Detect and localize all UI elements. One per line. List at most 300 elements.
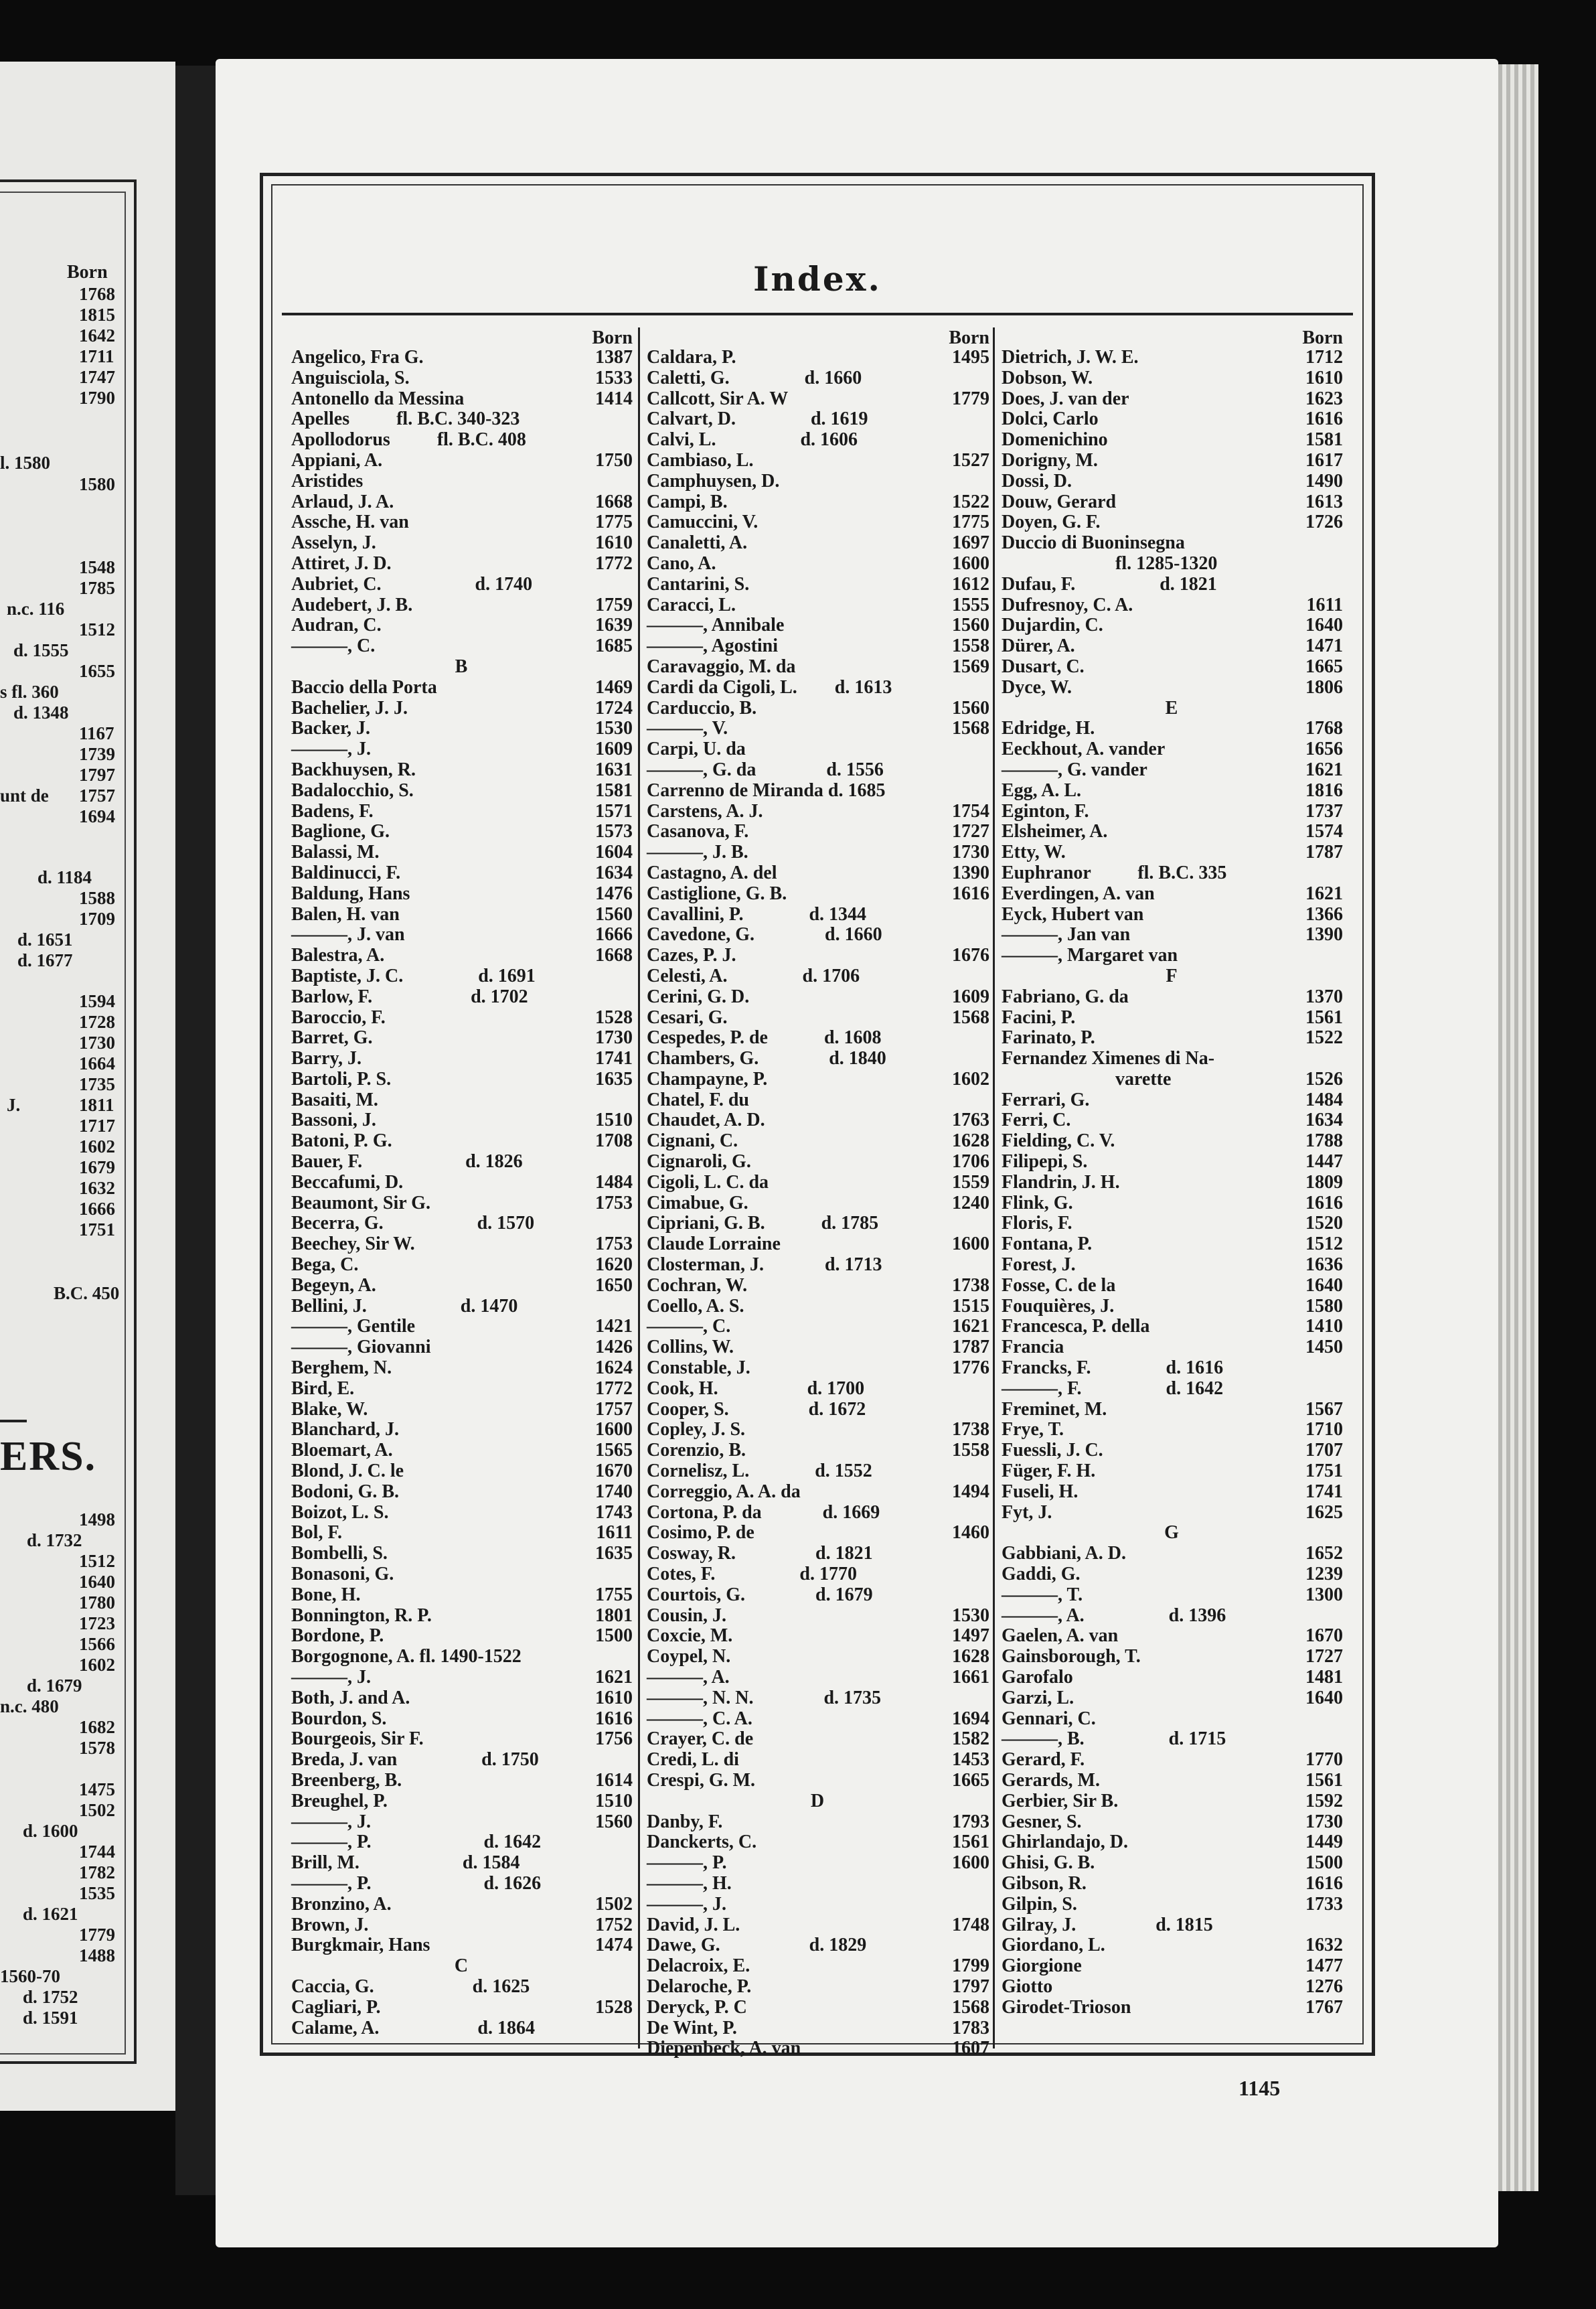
previous-page-line: J.	[7, 1095, 21, 1115]
entry-year: 1526	[1305, 1068, 1343, 1090]
entry-year: 1600	[952, 1234, 989, 1255]
index-entry	[995, 1688, 1348, 1709]
entry-year: 1616	[952, 883, 989, 904]
index-entry	[285, 1729, 638, 1750]
entry-year: 1650	[595, 1274, 633, 1296]
index-entry	[640, 1173, 995, 1193]
entry-name: Cespedes, P. de d. 1608	[647, 1027, 882, 1049]
previous-page-line: n.c. 480	[0, 1696, 59, 1716]
entry-name: De Wint, P.	[647, 2017, 737, 2038]
entry-name: Carduccio, B.	[647, 697, 757, 719]
index-entry	[995, 1564, 1348, 1585]
index-entry	[640, 925, 995, 946]
entry-name: Breughel, P.	[291, 1790, 388, 1811]
index-entry	[640, 554, 995, 575]
entry-name: Cigoli, L. C. da	[647, 1171, 769, 1193]
entry-year: 1631	[595, 759, 633, 780]
entry-name: Crespi, G. M.	[647, 1769, 756, 1791]
index-entry	[285, 2018, 638, 2039]
index-entry	[285, 822, 638, 842]
section-letter	[640, 1791, 995, 1812]
entry-name: Barlow, F. d. 1702	[291, 986, 528, 1007]
index-entry	[995, 1647, 1348, 1667]
entry-name: B	[455, 656, 468, 677]
previous-page-line: 1548	[79, 557, 115, 577]
index-entry	[995, 492, 1348, 513]
entry-year: 1770	[1305, 1749, 1343, 1771]
entry-year: 1697	[952, 532, 989, 554]
entry-year: 1617	[1305, 449, 1343, 471]
entry-year: 1558	[952, 636, 989, 657]
index-entry	[995, 925, 1348, 946]
previous-page-line: l. 1580	[0, 453, 51, 473]
entry-year: 1756	[595, 1728, 633, 1750]
previous-page-line: d. 1677	[17, 950, 73, 970]
previous-page-line: 1739	[79, 744, 115, 764]
entry-name: Cortona, P. da d. 1669	[647, 1501, 880, 1523]
entry-year: 1500	[595, 1625, 633, 1647]
index-entry	[640, 698, 995, 719]
entry-name: ———, B. d. 1715	[1002, 1728, 1226, 1750]
entry-name: Coypel, N.	[647, 1646, 731, 1667]
entry-name: Cerini, G. D.	[647, 986, 750, 1007]
index-entry	[285, 1606, 638, 1627]
entry-name: Chambers, G. d. 1840	[647, 1048, 886, 1069]
index-entry	[995, 1956, 1348, 1977]
index-entry	[640, 1213, 995, 1234]
entry-name: ———, P.	[647, 1852, 727, 1874]
entry-year: 1611	[596, 1522, 633, 1544]
index-entry	[285, 595, 638, 616]
index-entry	[995, 471, 1348, 492]
previous-page-line: d. 1591	[23, 2008, 78, 2028]
entry-name: Collins, W.	[647, 1337, 734, 1358]
index-entry	[995, 348, 1348, 368]
index-entry	[995, 1358, 1348, 1379]
index-entry	[285, 698, 638, 719]
entry-name: varette	[1115, 1068, 1172, 1090]
index-entry	[285, 1771, 638, 1791]
previous-page-line: 1723	[79, 1613, 115, 1633]
index-entry	[285, 636, 638, 657]
entry-name: ———, J.	[291, 1811, 371, 1832]
entry-name: Basaiti, M.	[291, 1089, 378, 1110]
entry-name: ———, J.	[647, 1893, 726, 1915]
index-entry	[285, 471, 638, 492]
entry-year: 1530	[595, 718, 633, 739]
entry-year: 1610	[595, 532, 633, 554]
previous-page-line: n.c. 116	[7, 599, 65, 619]
index-entry	[995, 1049, 1348, 1069]
entry-year: 1522	[952, 491, 989, 512]
index-entry	[640, 1832, 995, 1853]
entry-year: 1502	[595, 1893, 633, 1915]
index-entry	[995, 1977, 1348, 1998]
index-entry	[995, 1069, 1348, 1090]
entry-name: Everdingen, A. van	[1002, 883, 1155, 904]
entry-name: Backer, J.	[291, 718, 370, 739]
entry-year: 1614	[595, 1769, 633, 1791]
index-entry	[995, 802, 1348, 822]
entry-name: Both, J. and A.	[291, 1687, 410, 1708]
index-entry	[640, 533, 995, 554]
index-entry	[995, 1193, 1348, 1214]
entry-year: 1484	[595, 1171, 633, 1193]
index-entry	[285, 1626, 638, 1647]
entry-name: Constable, J.	[647, 1357, 750, 1379]
entry-name: ———, H.	[647, 1872, 732, 1894]
index-entry	[640, 1915, 995, 1936]
index-entry	[285, 1379, 638, 1400]
index-entry	[995, 657, 1348, 678]
index-entry	[995, 678, 1348, 698]
section-letter	[995, 698, 1348, 719]
index-entry	[640, 1544, 995, 1564]
entry-name: Gennari, C.	[1002, 1708, 1096, 1729]
entry-name: Barret, G.	[291, 1027, 373, 1049]
previous-page-line: 1768	[79, 284, 115, 304]
page-title: Index.	[753, 259, 882, 299]
entry-year: 1665	[1305, 656, 1343, 677]
entry-name: Dyce, W.	[1002, 676, 1072, 698]
entry-name: Diepenbeck, A. van	[647, 2038, 801, 2059]
entry-name: Gerards, M.	[1002, 1769, 1100, 1791]
entry-name: ———, P. d. 1626	[291, 1872, 542, 1894]
entry-name: Francia	[1002, 1337, 1064, 1358]
index-entry	[285, 1523, 638, 1544]
index-entry	[995, 615, 1348, 636]
entry-year: 1767	[1305, 1996, 1343, 2018]
entry-name: Gesner, S.	[1002, 1811, 1082, 1832]
entry-name: Cesari, G.	[647, 1007, 728, 1028]
index-entry	[995, 1090, 1348, 1111]
entry-name: Blake, W.	[291, 1398, 368, 1420]
entry-year: 1565	[595, 1440, 633, 1461]
index-entry	[995, 1750, 1348, 1771]
entry-year: 1239	[1305, 1564, 1343, 1585]
entry-year: 1621	[952, 1316, 989, 1337]
index-entry	[995, 636, 1348, 657]
index-entry	[640, 1296, 995, 1317]
index-entry	[640, 1709, 995, 1730]
entry-name: Asselyn, J.	[291, 532, 376, 554]
entry-name: Dürer, A.	[1002, 636, 1075, 657]
index-entry	[285, 1049, 638, 1069]
previous-page-line: 1167	[79, 723, 114, 743]
index-entry	[995, 533, 1348, 554]
previous-page-line: 1580	[79, 474, 115, 494]
entry-name: Gaddi, G.	[1002, 1564, 1081, 1585]
previous-page-line: d. 1555	[13, 640, 69, 660]
entry-year: 1799	[952, 1955, 989, 1977]
previous-page-line: 1588	[79, 888, 115, 908]
entry-year: 1730	[952, 842, 989, 863]
entry-name: ———, J. B.	[647, 842, 748, 863]
previous-page-line: 1785	[79, 578, 115, 598]
index-entry	[640, 1750, 995, 1771]
previous-page-line: 1502	[79, 1800, 115, 1820]
entry-name: ———, F. d. 1642	[1002, 1377, 1224, 1399]
entry-year: 1612	[952, 573, 989, 595]
previous-page-rule	[0, 1420, 27, 1422]
entry-year: 1775	[595, 512, 633, 533]
previous-page-line: 1666	[79, 1199, 115, 1219]
index-entry	[285, 1173, 638, 1193]
previous-page-line: 1779	[79, 1925, 115, 1945]
entry-name: Eeckhout, A. vander	[1002, 739, 1166, 760]
entry-name: Burgkmair, Hans	[291, 1935, 430, 1956]
entry-name: ———, C. A.	[647, 1708, 752, 1729]
index-entry	[285, 1296, 638, 1317]
entry-name: Caletti, G. d. 1660	[647, 367, 862, 388]
entry-name: Doyen, G. F.	[1002, 512, 1101, 533]
entry-year: 1610	[1305, 367, 1343, 388]
entry-name: Cornelisz, L. d. 1552	[647, 1461, 872, 1482]
index-entry	[640, 1874, 995, 1894]
entry-year: 1801	[595, 1605, 633, 1626]
entry-name: Carstens, A. J.	[647, 800, 763, 822]
entry-year: 1640	[1305, 1687, 1343, 1708]
entry-year: 1609	[952, 986, 989, 1007]
entry-year: 1726	[1305, 512, 1343, 533]
section-letter	[285, 657, 638, 678]
entry-name: Balassi, M.	[291, 842, 380, 863]
index-entry	[995, 1585, 1348, 1606]
index-entry	[995, 1131, 1348, 1152]
previous-page-line: d. 1752	[23, 1987, 78, 2007]
entry-year: 1559	[952, 1171, 989, 1193]
index-entry	[640, 512, 995, 533]
entry-name: ———, Jan van	[1002, 924, 1131, 946]
entry-name: Cousin, J.	[647, 1605, 727, 1626]
index-entry	[995, 863, 1348, 884]
index-entry	[640, 1977, 995, 1998]
entry-name: Blanchard, J.	[291, 1419, 400, 1440]
index-entry	[285, 719, 638, 739]
entry-year: 1410	[1305, 1316, 1343, 1337]
index-entry	[995, 1606, 1348, 1627]
entry-name: Camuccini, V.	[647, 512, 759, 533]
index-entry	[640, 1379, 995, 1400]
entry-year: 1276	[1305, 1976, 1343, 1997]
index-entry	[995, 1255, 1348, 1276]
index-entry	[285, 966, 638, 987]
index-entry	[285, 678, 638, 698]
entry-year: 1685	[595, 636, 633, 657]
index-entry	[995, 1853, 1348, 1874]
index-entry	[640, 1688, 995, 1709]
index-entry	[640, 1853, 995, 1874]
index-entry	[285, 1812, 638, 1833]
entry-name: Dorigny, M.	[1002, 449, 1098, 471]
index-entry	[285, 1832, 638, 1853]
entry-name: ———, V.	[647, 718, 728, 739]
entry-name: Cavedone, G. d. 1660	[647, 924, 882, 946]
entry-name: Dossi, D.	[1002, 470, 1072, 492]
entry-name: Forest, J.	[1002, 1254, 1076, 1276]
entry-year: 1560	[595, 1811, 633, 1832]
index-entry	[640, 430, 995, 451]
entry-year: 1620	[595, 1254, 633, 1276]
entry-name: Danby, F.	[647, 1811, 723, 1832]
entry-name: Gerard, F.	[1002, 1749, 1085, 1771]
entry-year: 1581	[595, 779, 633, 801]
index-entry	[285, 1317, 638, 1337]
entry-year: 1481	[1305, 1667, 1343, 1688]
entry-name: Fuessli, J. C.	[1002, 1440, 1103, 1461]
entry-name: Ghisi, G. B.	[1002, 1852, 1095, 1874]
index-entry	[995, 760, 1348, 781]
index-entry	[640, 905, 995, 925]
previous-page-line: 1602	[79, 1136, 115, 1157]
index-entry	[640, 1255, 995, 1276]
index-entry	[995, 822, 1348, 842]
entry-year: 1737	[1305, 800, 1343, 822]
entry-name: Badens, F.	[291, 800, 374, 822]
entry-name: Chatel, F. du	[647, 1089, 750, 1110]
entry-year: 1469	[595, 676, 633, 698]
entry-name: Gaelen, A. van	[1002, 1625, 1119, 1647]
entry-name: Cantarini, S.	[647, 573, 750, 595]
entry-name: Audebert, J. B.	[291, 594, 413, 615]
entry-year: 1600	[952, 1852, 989, 1874]
index-entry	[995, 1771, 1348, 1791]
index-entry	[285, 1750, 638, 1771]
entry-year: 1522	[1305, 1027, 1343, 1049]
entry-year: 1569	[952, 656, 989, 677]
entry-name: Cazes, P. J.	[647, 945, 736, 966]
entry-name: Bonnington, R. P.	[291, 1605, 432, 1626]
entry-name: Bauer, F. d. 1826	[291, 1151, 523, 1173]
index-entry	[285, 1131, 638, 1152]
entry-name: ———, G. da d. 1556	[647, 759, 884, 780]
index-entry	[285, 905, 638, 925]
entry-year: 1510	[595, 1790, 633, 1811]
entry-year: 1600	[952, 552, 989, 574]
entry-year: 1640	[1305, 1274, 1343, 1296]
entry-year: 1668	[595, 945, 633, 966]
entry-year: 1740	[595, 1481, 633, 1502]
entry-name: Gainsborough, T.	[1002, 1646, 1141, 1667]
entry-name: Dietrich, J. W. E.	[1002, 347, 1139, 368]
entry-name: fl. 1285-1320	[1115, 552, 1218, 574]
index-entry	[285, 1482, 638, 1503]
previous-page-line: d. 1679	[27, 1675, 82, 1696]
previous-page-line: 1642	[79, 325, 115, 346]
entry-name: Dujardin, C.	[1002, 615, 1103, 636]
index-entry	[640, 1729, 995, 1750]
entry-name: ———, C.	[647, 1316, 731, 1337]
entry-year: 1621	[1305, 883, 1343, 904]
index-entry	[995, 1503, 1348, 1523]
entry-year: 1494	[952, 1481, 989, 1502]
page-edges	[1498, 64, 1538, 2191]
entry-year: 1560	[595, 903, 633, 925]
index-entry	[995, 575, 1348, 595]
index-entry	[640, 966, 995, 987]
index-entry	[995, 1213, 1348, 1234]
index-entry	[995, 1296, 1348, 1317]
index-entry	[285, 1234, 638, 1255]
entry-year: 1806	[1305, 676, 1343, 698]
index-entry	[285, 1709, 638, 1730]
previous-page-line: 1790	[79, 388, 115, 408]
entry-year: 1668	[595, 491, 633, 512]
entry-name: David, J. L.	[647, 1914, 740, 1935]
entry-year: 1772	[595, 1377, 633, 1399]
index-entry	[640, 1503, 995, 1523]
entry-name: Beechey, Sir W.	[291, 1234, 415, 1255]
entry-name: Cignani, C.	[647, 1130, 738, 1152]
index-entry	[640, 368, 995, 389]
entry-year: 1639	[595, 615, 633, 636]
entry-name: Fernandez Ximenes di Na-	[1002, 1048, 1215, 1069]
index-entry	[640, 1585, 995, 1606]
entry-name: Bassoni, J.	[291, 1110, 376, 1131]
entry-year: 1497	[952, 1625, 989, 1647]
index-entry	[640, 760, 995, 781]
entry-name: Fuseli, H.	[1002, 1481, 1079, 1502]
entry-name: ———, A.	[647, 1667, 730, 1688]
entry-year: 1753	[595, 1192, 633, 1213]
index-entry	[285, 1791, 638, 1812]
index-entry	[285, 1977, 638, 1998]
index-entry	[640, 1647, 995, 1667]
index-entry	[640, 657, 995, 678]
index-entry	[640, 863, 995, 884]
entry-name: Deryck, P. C	[647, 1996, 747, 2018]
entry-name: Ghirlandajo, D.	[1002, 1832, 1129, 1853]
previous-page-line: 1512	[79, 619, 115, 640]
index-entry	[285, 492, 638, 513]
entry-name: Fontana, P.	[1002, 1234, 1093, 1255]
previous-page-line: 1797	[79, 765, 115, 785]
entry-name: Bourgeois, Sir F.	[291, 1728, 424, 1750]
entry-year: 1751	[1305, 1461, 1343, 1482]
entry-year: 1670	[1305, 1625, 1343, 1647]
index-entry	[285, 884, 638, 905]
entry-year: 1730	[595, 1027, 633, 1049]
entry-name: Eyck, Hubert van	[1002, 903, 1144, 925]
entry-name: Assche, H. van	[291, 512, 409, 533]
index-entry	[285, 781, 638, 802]
index-entry	[285, 1069, 638, 1090]
index-entry	[285, 1008, 638, 1029]
entry-name: Cignaroli, G.	[647, 1151, 751, 1173]
index-entry	[995, 1482, 1348, 1503]
entry-year: 1568	[952, 1007, 989, 1028]
entry-name: Dobson, W.	[1002, 367, 1093, 388]
entry-name: Flandrin, J. H.	[1002, 1171, 1120, 1193]
entry-name: Badalocchio, S.	[291, 779, 414, 801]
entry-name: Carrenno de Miranda d. 1685	[647, 779, 886, 801]
entry-year: 1768	[1305, 718, 1343, 739]
entry-year: 1600	[595, 1419, 633, 1440]
entry-name: Cambiaso, L.	[647, 449, 754, 471]
index-entry	[995, 1173, 1348, 1193]
entry-name: Beccafumi, D.	[291, 1171, 404, 1193]
index-entry	[640, 1358, 995, 1379]
entry-name: Caccia, G. d. 1625	[291, 1976, 530, 1997]
previous-page-line: 1730	[79, 1033, 115, 1053]
previous-page-line: 1751	[79, 1219, 115, 1240]
index-entry	[285, 533, 638, 554]
entry-name: Courtois, G. d. 1679	[647, 1584, 873, 1605]
previous-page-line: 1694	[79, 806, 115, 826]
entry-name: Euphranor fl. B.C. 335	[1002, 862, 1227, 883]
index-entry	[995, 905, 1348, 925]
index-entry	[995, 1420, 1348, 1440]
